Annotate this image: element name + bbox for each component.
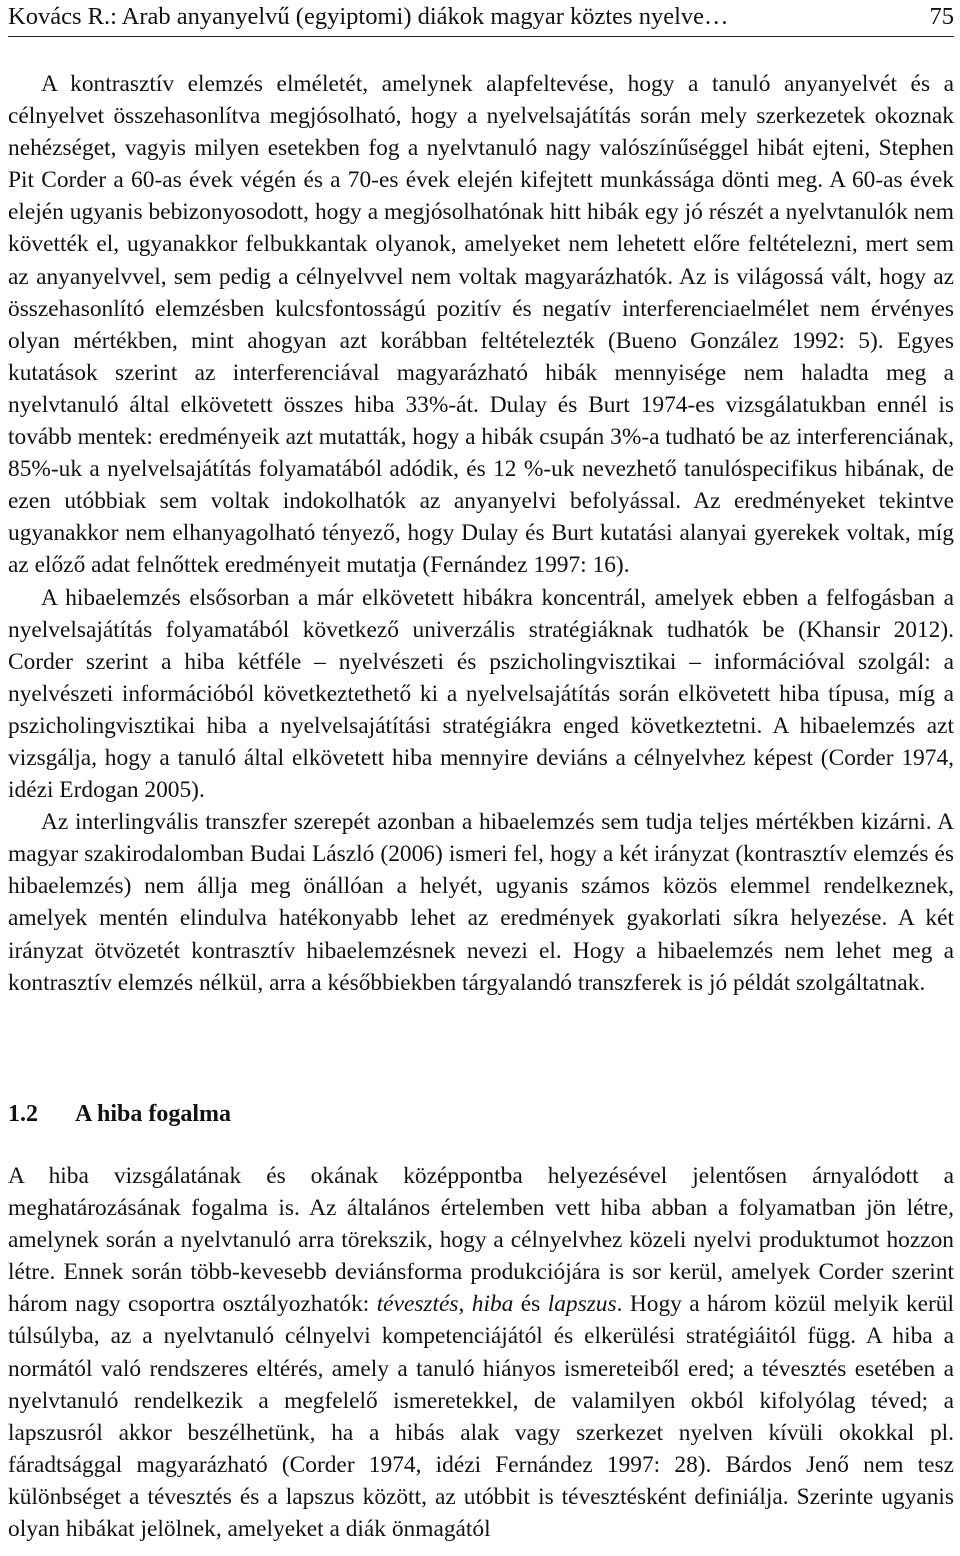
running-header	[8, 2, 954, 37]
term-lapszus: lapszus	[547, 1291, 617, 1318]
paragraph: A hibaelemzés elsősorban a már elkövetett hibákra koncentrál, amelyek ebben a felfogásban a nyelvelsajátítás folyamatából következő univerzális stratégiáknak tudhatók be (Khansir 2012). Corder szerint a hiba kétféle – nyelvészeti és pszicholingvisztikai – információval szolgál: a nyelvészeti információból következtethető ki a nyelvelsajátítás során elkövetett hiba típusa, míg a pszicholingvisztikai hiba a nyelvelsajátítási stratégiákra enged következtetni. A hibaelemzés azt vizsgálja, hogy a tanuló által elkövetett hiba mennyire deviáns a célnyelvhez képest (Corder 1974, idézi Erdogan 2005).	[8, 584, 954, 804]
paragraph-text: A hiba vizsgálatának és okának középpontba helyezésével jelentősen árnyalódott a meghatározásának fogalma is. Az általános értelemben vett hiba abban a folyamatban jön létre, amelynek során a nyelvtanuló arra törekszik, hogy a célnyelvhez közeli nyelvi produktumot hozzon létre. Ennek során több-kevesebb deviánsforma produkciójára is sor kerül, amelyek Corder szerint három nagy csoportra osztályozhatók:	[8, 1163, 954, 1318]
section-title: A hiba fogalma	[75, 1101, 232, 1127]
paragraph: A kontrasztív elemzés elméletét, amelynek alapfeltevése, hogy a tanuló anyanyelvét és a célnyelvet összehasonlítva megjósolható, hogy a nyelvelsajátítás során mely szerkezetek okoznak nehézséget, vagyis milyen esetekben fog a nyelvtanuló nagy valószínűséggel hibát ejteni, Stephen Pit Corder a 60-as évek végén és a 70-es évek elején kifejtett munkássága dönti meg. A 60-as évek elején ugyanis bebizonyosodott, hogy a megjósolhatónak hitt hibák egy jó részét a nyelvtanulók nem követték el, ugyanakkor felbukkantak olyanok, amelyeket nem lehetett előre feltételezni, mert sem az anyanyelvvel, sem pedig a célnyelvvel nem voltak magyarázhatók. Az is világossá vált, hogy az összehasonlító elemzésben kulcsfontosságú pozitív és negatív interferenciaelmélet nem érvényes olyan mértékben, mint ahogyan azt korábban feltételezték (Bueno González 1992: 5). Egyes kutatások szerint az interferenciával magyarázható hibák mennyisége nem haladta meg a nyelvtanuló által elkövetett összes hiba 33%-át. Dulay és Burt 1974-es vizsgálatukban ennél is tovább mentek: eredményeik azt mutatták, hogy a hibák csupán 3%-a tudható be az interferenciának, 85%-uk a nyelvelsajátítás folyamatából adódik, és 12 %-uk nevezhető tanulóspecifikus hibának, de ezen utóbbiak sem voltak indokolhatók az anyanyelvi befolyással. Az eredményeket tekintve ugyanakkor nem elhanyagolható tényező, hogy Dulay és Burt kutatási alanyai gyerekek voltak, míg az előző adat felnőttek eredményeit mutatja (Fernández 1997: 16).	[8, 71, 954, 579]
paragraph: Az interlingvális transzfer szerepét azonban a hibaelemzés sem tudja teljes mértékben kizárni. A magyar szakirodalomban Budai László (2006) ismeri fel, hogy a két irányzat (kontrasztív elemzés és hibaelemzés) nem állja meg önállóan a helyét, ugyanis számos közös elemmel rendelkeznek, amelyek mentén elindulva hatékonyabb lehet az eredmények gyakorlati síkra helyezése. A két irányzat ötvözetét kontrasztív hibaelemzésnek nevezi el. Hogy a hibaelemzés nem lehet meg a kontrasztív elemzés nélkül, arra a későbbiekben tárgyalandó transzferek is jó példát szolgáltatnak.	[8, 809, 954, 996]
section-heading	[8, 1098, 231, 1130]
page-number: 75	[929, 3, 954, 30]
body-text	[8, 68, 954, 999]
section-body-text	[8, 1160, 954, 1545]
term-hiba: hiba	[471, 1291, 514, 1318]
paragraph	[8, 1160, 954, 1545]
separator: ,	[458, 1291, 472, 1318]
running-title: Kovács R.: Arab anyanyelvű (egyiptomi) diákok magyar köztes nyelve…	[8, 3, 729, 30]
section-number: 1.2	[8, 1101, 38, 1127]
separator: és	[513, 1291, 548, 1318]
term-tevesztes: tévesztés	[376, 1291, 459, 1318]
paragraph-text: . Hogy a három közül melyik kerül túlsúlyba, az a nyelvtanuló célnyelvi kompetenciájától és elkerülési stratégiáitól függ. A hiba a normától való rendszeres eltérés, amely a tanuló hiányos ismereteiből ered; a tévesztés esetében a nyelvtanuló rendelkezik a megfelelő ismeretekkel, de valamilyen okból kifolyólag téved; a lapszusról akkor beszélhetünk, ha a hibás alak vagy szerkezet nyelven kívüli okokkal pl. fáradtsággal magyarázható (Corder 1974, idézi Fernández 1997: 28). Bárdos Jenő nem tesz különbséget a tévesztés és a lapszus között, az utóbbit is tévesztésként definiálja. Szerinte ugyanis olyan hibákat jelölnek, amelyeket a diák önmagától	[8, 1291, 955, 1543]
